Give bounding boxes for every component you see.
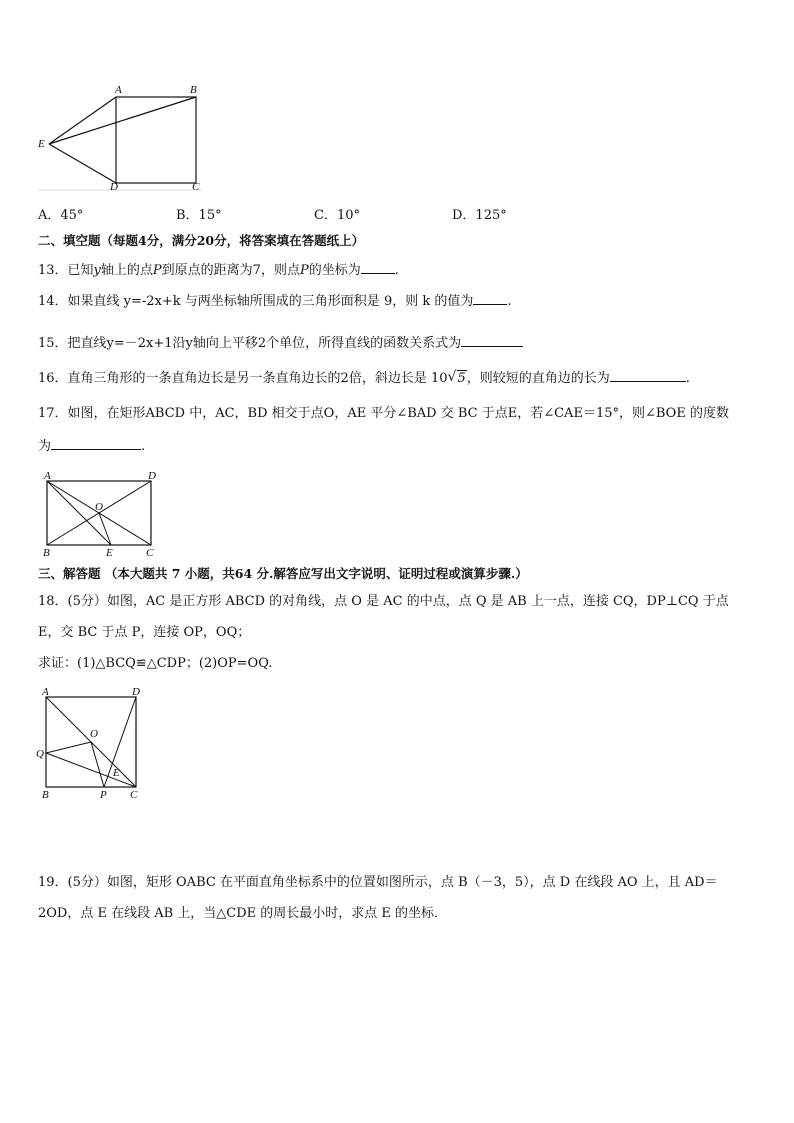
label-A: A: [42, 686, 49, 698]
label-D: D: [148, 470, 156, 482]
q12-option-a: A．45°: [38, 208, 84, 223]
label-O: O: [90, 728, 98, 740]
question-14: 14．如果直线 y=-2x+k 与两坐标轴所围成的三角形面积是 9，则 k 的值为 .: [38, 294, 512, 309]
label-A: A: [44, 470, 51, 482]
answer-blank: [361, 261, 395, 274]
answer-blank: [610, 369, 686, 382]
answer-blank: [473, 292, 507, 305]
question-17-line-1: 17．如图，在矩形ABCD 中，AC，BD 相交于点O，AE 平分∠BAD 交 BC 于点E，若∠CAE＝15°，则∠BOE 的度数: [38, 406, 729, 421]
sqrt-symbol: √ 5: [447, 369, 466, 386]
label-D: D: [132, 686, 140, 698]
label-B: B: [190, 84, 197, 96]
label-O: O: [95, 501, 103, 513]
label-A: A: [115, 84, 122, 96]
label-C: C: [192, 181, 200, 193]
q12-option-d: D．125°: [452, 208, 507, 223]
section-2-title: 二、填空题（每题4分，满分20分，将答案填在答题纸上）: [38, 233, 365, 248]
label-E: E: [38, 138, 45, 150]
label-E: E: [113, 767, 120, 779]
answer-blank: [461, 334, 523, 347]
label-C: C: [130, 789, 138, 800]
question-16: 16．直角三角形的一条直角边长是另一条直角边长的2倍，斜边长是 10 √ 5，则较短的直角边的长为 .: [38, 369, 690, 386]
answer-blank: [51, 437, 141, 450]
q12-option-c: C．10°: [314, 208, 360, 223]
question-19-line-1: 19．(5分）如图，矩形 OABC 在平面直角坐标系中的位置如图所示，点 B（－3，5），点 D 在线段 AO 上，且 AD＝: [38, 875, 718, 890]
label-C: C: [146, 547, 154, 559]
q12-option-b: B．15°: [176, 208, 222, 223]
label-B: B: [42, 789, 49, 800]
figure-q18: [34, 685, 144, 800]
label-B: B: [43, 547, 50, 559]
figure-q17: [38, 470, 168, 560]
section-3-title: 三、解答题 （本大题共 7 小题，共64 分.解答应写出文字说明、证明过程或演算步骤.）: [38, 566, 528, 581]
question-18-line-1: 18．(5分）如图，AC 是正方形 ABCD 的对角线，点 O 是 AC 的中点，点 Q 是 AB 上一点，连接 CQ，DP⊥CQ 于点: [38, 594, 729, 609]
question-13: 13．已知y轴上的点P到原点的距离为7，则点P的坐标为 .: [38, 263, 399, 278]
question-18-line-3: 求证：(1)△BCQ≌△CDP；(2)OP=OQ.: [38, 656, 273, 671]
label-D: D: [110, 181, 118, 193]
figure-q12: [30, 80, 210, 195]
question-19-line-2: 2OD，点 E 在线段 AB 上，当△CDE 的周长最小时，求点 E 的坐标．: [38, 906, 448, 921]
question-17-line-2: 为 .: [38, 439, 146, 454]
question-18-line-2: E，交 BC 于点 P，连接 OP，OQ；: [38, 625, 251, 640]
label-E: E: [106, 547, 113, 559]
label-Q: Q: [36, 748, 44, 760]
label-P: P: [100, 789, 107, 800]
question-15: 15．把直线y=－2x+1沿y轴向上平移2个单位，所得直线的函数关系式为: [38, 334, 523, 352]
